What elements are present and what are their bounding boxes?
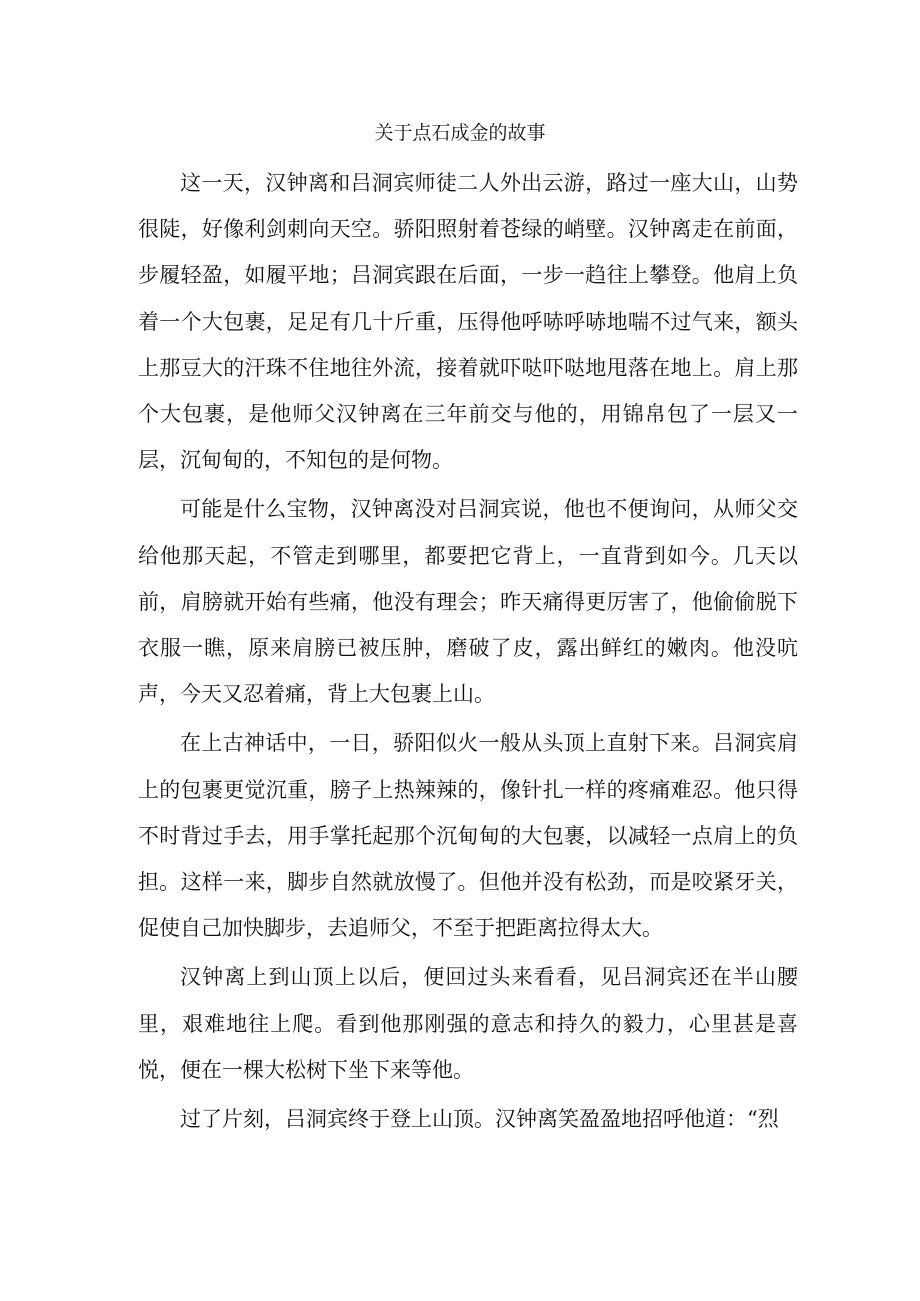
paragraph: 汉钟离上到山顶上以后，便回过头来看看，见吕洞宾还在半山腰里，艰难地往上爬。看到他那刚强的意志和持久的毅力，心里甚是喜悦，便在一棵大松树下坐下来等他。	[138, 965, 798, 1082]
document-title: 关于点石成金的故事	[374, 122, 546, 144]
paragraph: 过了片刻，吕洞宾终于登上山顶。汉钟离笑盈盈地招呼他道：“烈	[180, 1107, 779, 1132]
document-body	[138, 160, 798, 1142]
paragraph: 在上古神话中，一日，骄阳似火一般从头顶上直射下来。吕洞宾肩上的包裹更觉沉重，膀子上热辣辣的，像针扎一样的疼痛难忍。他只得不时背过手去，用手掌托起那个沉甸甸的大包裹，以减轻一点肩上的负担。这样一来，脚步自然就放慢了。但他并没有松劲，而是咬紧牙关，促使自己加快脚步，去追师父，不至于把距离拉得太大。	[138, 731, 798, 941]
paragraph: 可能是什么宝物，汉钟离没对吕洞宾说，他也不便询问，从师父交给他那天起，不管走到哪里，都要把它背上，一直背到如今。几天以前，肩膀就开始有些痛，他没有理会；昨天痛得更厉害了，他偷偷脱下衣服一瞧，原来肩膀已被压肿，磨破了皮，露出鲜红的嫩肉。他没吭声，今天又忍着痛，背上大包裹上山。	[138, 497, 798, 707]
paragraph: 这一天，汉钟离和吕洞宾师徒二人外出云游，路过一座大山，山势很陡，好像利剑刺向天空。骄阳照射着苍绿的峭壁。汉钟离走在前面，步履轻盈，如履平地；吕洞宾跟在后面，一步一趋往上攀登。他肩上负着一个大包裹，足足有几十斤重，压得他呼哧呼哧地喘不过气来，额头上那豆大的汗珠不住地往外流，接着就吓哒吓哒地甩落在地上。肩上那个大包裹，是他师父汉钟离在三年前交与他的，用锦帛包了一层又一层，沉甸甸的，不知包的是何物。	[138, 171, 798, 473]
